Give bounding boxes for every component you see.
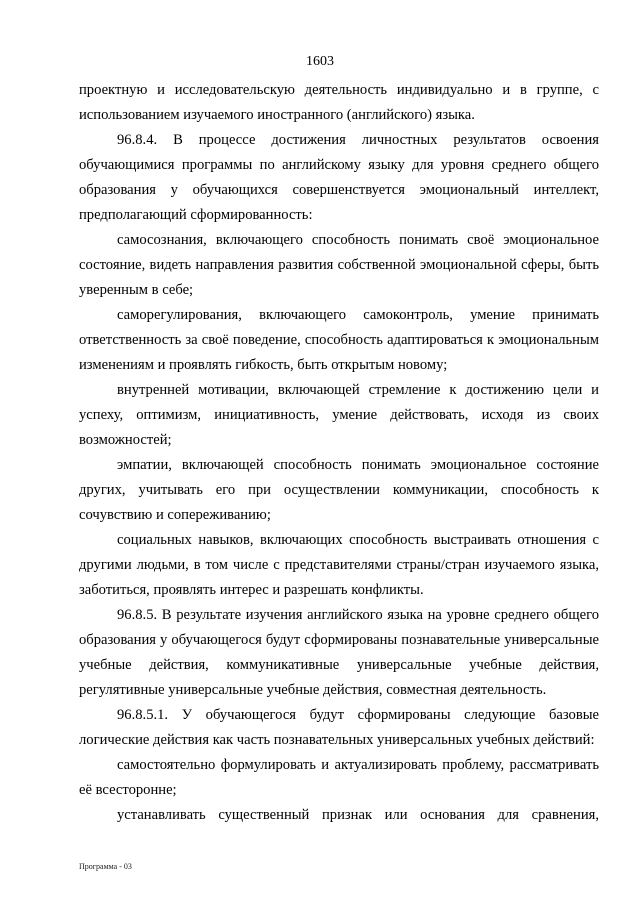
paragraph-social-skills: социальных навыков, включающих способность выстраивать отношения с другими людьми, в том числе с представителями страны/стран изучаемого языка, заботиться, проявлять интерес и разрешать конфликты.: [79, 532, 599, 598]
paragraph-self-regulation: саморегулирования, включающего самоконтроль, умение принимать ответственность за своё поведение, способность адаптироваться к эмоциональным изменениям и проявлять гибкость, быть открытым новому;: [79, 307, 599, 373]
paragraph-formulate-problem: самостоятельно формулировать и актуализировать проблему, рассматривать её всесторонне;: [79, 757, 599, 798]
paragraph-empathy: эмпатии, включающей способность понимать эмоциональное состояние других, учитывать его при осуществлении коммуникации, способность к сочувствию и сопереживанию;: [79, 457, 599, 523]
paragraph-96-8-4: 96.8.4. В процессе достижения личностных результатов освоения обучающимися программы по английскому языку для уровня среднего общего образования у обучающихся совершенствуется эмоциональный интеллект, предполагающий сформированность:: [79, 132, 599, 223]
paragraph-96-8-5-1: 96.8.5.1. У обучающегося будут сформированы следующие базовые логические действия как часть познавательных универсальных учебных действий:: [79, 707, 599, 748]
paragraph-self-awareness: самосознания, включающего способность понимать своё эмоциональное состояние, видеть направления развития собственной эмоциональной сферы, быть уверенным в себе;: [79, 232, 599, 298]
paragraph-continuation: проектную и исследовательскую деятельность индивидуально и в группе, с использованием изучаемого иностранного (английского) языка.: [79, 82, 599, 123]
document-body: [79, 78, 599, 828]
footer-label: Программа - 03: [79, 862, 132, 871]
page-number: 1603: [306, 54, 334, 69]
paragraph-96-8-5: 96.8.5. В результате изучения английского языка на уровне среднего общего образования у обучающегося будут сформированы познавательные универсальные учебные действия, коммуникативные универсальные учебные действия, регулятивные универсальные учебные действия, совместная деятельность.: [79, 607, 599, 698]
paragraph-internal-motivation: внутренней мотивации, включающей стремление к достижению цели и успеху, оптимизм, инициативность, умение действовать, исходя из своих возможностей;: [79, 382, 599, 448]
paragraph-establish-criterion: устанавливать существенный признак или основания для сравнения,: [117, 807, 599, 823]
